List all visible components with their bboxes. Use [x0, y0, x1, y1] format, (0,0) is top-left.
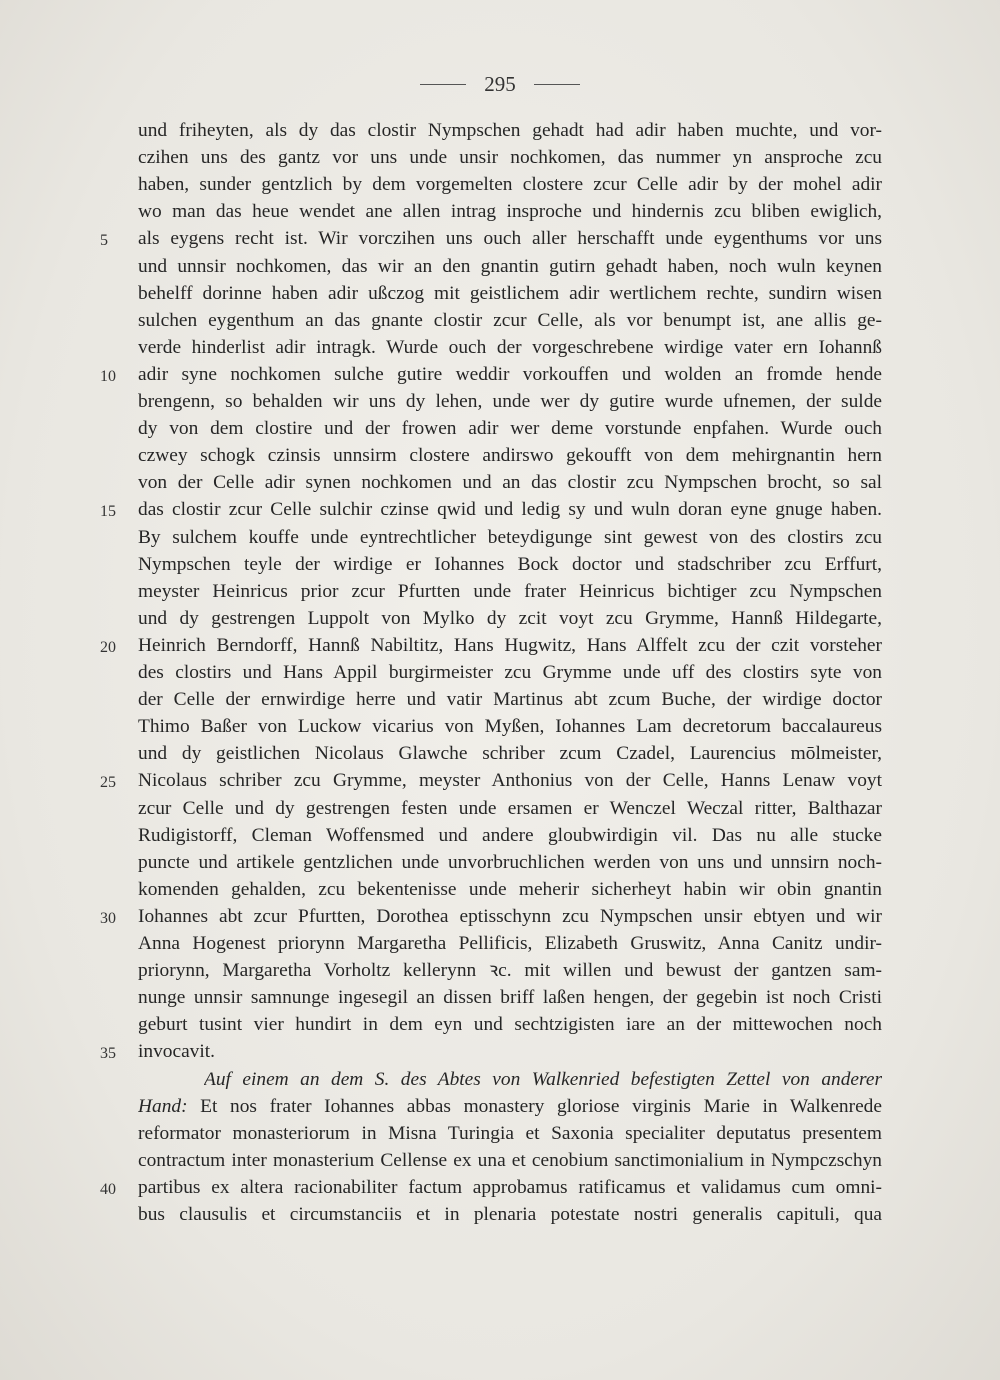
line-text: By sulchem kouffe unde eyntrechtlicher beteydigunge sint gewest von des clostirs zcu: [138, 527, 882, 548]
line-text: Nympschen teyle der wirdige er Iohannes Bock doctor und stadschriber zcu Erffurt,: [138, 554, 882, 575]
line-text: verde hinderlist adir intragk. Wurde ouch der vorgeschrebene wirdige vater ern Iohannß: [138, 337, 882, 358]
text-line: [138, 1202, 882, 1228]
line-text: brengenn, so behalden wir uns dy lehen, unde wer dy gutire wurde ufnemen, der sulde: [138, 391, 882, 412]
line-text: Et nos frater Iohannes abbas monastery gloriose virginis Marie in Walkenrede: [187, 1096, 882, 1117]
text-line: [138, 172, 882, 198]
line-text: und dy gestrengen Luppolt von Mylko dy zcit voyt zcu Grymme, Hannß Hildegarte,: [138, 608, 882, 629]
line-text: als eygens recht ist. Wir vorczihen uns ouch aller herschafft unde eygenthums vor uns: [138, 228, 882, 249]
text-line: [204, 1067, 882, 1093]
line-text: meyster Heinricus prior zcur Pfurtten unde frater Heinricus bichtiger zcu Nympschen: [138, 581, 882, 602]
line-text: partibus ex altera racionabiliter factum approbamus ratificamus et validamus cum omni-: [138, 1177, 882, 1198]
text-line: [138, 714, 882, 740]
page-header: [0, 72, 1000, 97]
line-text: komenden gehalden, zcu bekentenisse unde meherir sicherheyt habin wir obin gnantin: [138, 879, 882, 900]
line-text: czihen uns des gantz vor uns unde unsir nochkomen, das nummer yn ansproche zcu: [138, 147, 882, 168]
text-line: [138, 416, 882, 442]
line-text: zcur Celle und dy gestrengen festen unde ersamen er Wenczel Weczal ritter, Balthazar: [138, 798, 882, 819]
text-line: [138, 606, 882, 632]
text-line: [138, 470, 882, 496]
header-rule-left: [420, 84, 466, 85]
text-line: [138, 796, 882, 822]
line-text: reformator monasteriorum in Misna Turingia et Saxonia specialiter deputatus presentem: [138, 1123, 882, 1144]
text-line: [138, 199, 882, 225]
line-number: 35: [100, 1045, 116, 1062]
text-line: [138, 254, 882, 280]
line-number: 15: [100, 503, 116, 520]
line-text: von der Celle adir synen nochkomen und an das clostir zcu Nympschen brocht, so sal: [138, 472, 882, 493]
text-line: [138, 579, 882, 605]
line-text: bus clausulis et circumstanciis et in plenaria potestate nostri generalis capituli, qua: [138, 1204, 882, 1225]
text-line: [138, 145, 882, 171]
line-text: czwey schogk czinsis unnsirm clostere andirswo gekoufft von dem mehirgnantin hern: [138, 445, 882, 466]
line-number: 20: [100, 639, 116, 656]
line-text: dy von dem clostire und der frowen adir wer deme vorstunde enpfahen. Wurde ouch: [138, 418, 882, 439]
line-text: und unnsir nochkomen, das wir an den gnantin gutirn gehadt haben, noch wuln keynen: [138, 256, 882, 277]
text-line: [138, 118, 882, 144]
text-line: [138, 525, 882, 551]
line-text: puncte und artikele gentzlichen unde unvorbruchlichen werden von uns und unnsirn noch-: [138, 852, 882, 873]
text-line: [138, 741, 882, 767]
line-text: Rudigistorff, Cleman Woffensmed und andere gloubwirdigin vil. Das nu alle stucke: [138, 825, 882, 846]
text-line: [138, 931, 882, 957]
italic-text: Auf einem an dem S. des Abtes von Walkenried befestigten Zettel von anderer: [204, 1069, 882, 1090]
text-line: [138, 633, 882, 659]
text-line: [138, 389, 882, 415]
text-line: [138, 768, 882, 794]
line-text: wo man das heue wendet ane allen intrag insproche und hindernis zcu bliben ewiglich,: [138, 201, 882, 222]
text-line: [138, 1148, 882, 1174]
line-text: haben, sunder gentzlich by dem vorgemelten clostere zcur Celle adir by der mohel adir: [138, 174, 882, 195]
line-text: Heinrich Berndorff, Hannß Nabiltitz, Hans Hugwitz, Hans Alffelt zcu der czit vorsteher: [138, 635, 882, 656]
text-line: [138, 823, 882, 849]
text-line: [138, 958, 882, 984]
line-text: invocavit.: [138, 1041, 216, 1062]
line-text: der Celle der ernwirdige herre und vatir Martinus abt zcum Buche, der wirdige doctor: [138, 689, 882, 710]
line-text: Thimo Baßer von Luckow vicarius von Myßen, Iohannes Lam decretorum baccalaureus: [138, 716, 882, 737]
text-line: [138, 877, 882, 903]
text-line: [138, 1012, 882, 1038]
line-text: Nicolaus schriber zcu Grymme, meyster Anthonius von der Celle, Hanns Lenaw voyt: [138, 770, 882, 791]
line-text: und friheyten, als dy das clostir Nympschen gehadt had adir haben muchte, und vor-: [138, 120, 882, 141]
text-line: [138, 1039, 882, 1065]
line-text: und dy geistlichen Nicolaus Glawche schriber zcum Czadel, Laurencius mōlmeister,: [138, 743, 882, 764]
text-line: [138, 1094, 882, 1120]
line-number: 30: [100, 910, 116, 927]
line-number: 10: [100, 368, 116, 385]
text-line: [138, 687, 882, 713]
text-line: [138, 904, 882, 930]
text-line: [138, 226, 882, 252]
line-text: priorynn, Margaretha Vorholtz kellerynn ꝛc. mit willen und bewust der gantzen sam-: [138, 960, 882, 981]
line-text: das clostir zcur Celle sulchir czinse qwid und ledig sy und wuln doran eyne gnuge haben.: [138, 499, 882, 520]
line-text: adir syne nochkomen sulche gutire weddir vorkouffen und wolden an fromde hende: [138, 364, 882, 385]
text-line: [138, 552, 882, 578]
italic-text: Hand:: [138, 1096, 188, 1117]
text-line: [138, 443, 882, 469]
line-number: 40: [100, 1181, 116, 1198]
line-text: des clostirs und Hans Appil burgirmeister zcu Grymme unde uff des clostirs syte von: [138, 662, 882, 683]
line-text: contractum inter monasterium Cellense ex una et cenobium sanctimonialium in Nympczschyn: [138, 1150, 882, 1171]
line-text: sulchen eygenthum an das gnante clostir zcur Celle, als vor benumpt ist, ane allis ge-: [138, 310, 882, 331]
line-text: Anna Hogenest priorynn Margaretha Pellificis, Elizabeth Gruswitz, Anna Canitz undir-: [138, 933, 882, 954]
text-line: [138, 1121, 882, 1147]
text-line: [138, 985, 882, 1011]
line-text: Iohannes abt zcur Pfurtten, Dorothea eptisschynn zcu Nympschen unsir ebtyen und wir: [138, 906, 882, 927]
line-number: 5: [100, 232, 108, 249]
line-text: nunge unnsir samnunge ingesegil an dissen briff laßen hengen, der gegebin ist noch Cristi: [138, 987, 882, 1008]
page-number: 295: [484, 72, 516, 96]
line-text: behelff dorinne haben adir ußczog mit geistlichem adir wertlichem rechte, sundirn wisen: [138, 283, 882, 304]
line-number: 25: [100, 774, 116, 791]
header-rule-right: [534, 84, 580, 85]
text-line: [138, 281, 882, 307]
text-line: [138, 660, 882, 686]
text-line: [138, 335, 882, 361]
text-line: [138, 497, 882, 523]
text-line: [138, 850, 882, 876]
text-line: [138, 1175, 882, 1201]
line-text: geburt tusint vier hundirt in dem eyn und sechtzigisten iare an der mittewochen noch: [138, 1014, 882, 1035]
text-line: [138, 362, 882, 388]
text-line: [138, 308, 882, 334]
